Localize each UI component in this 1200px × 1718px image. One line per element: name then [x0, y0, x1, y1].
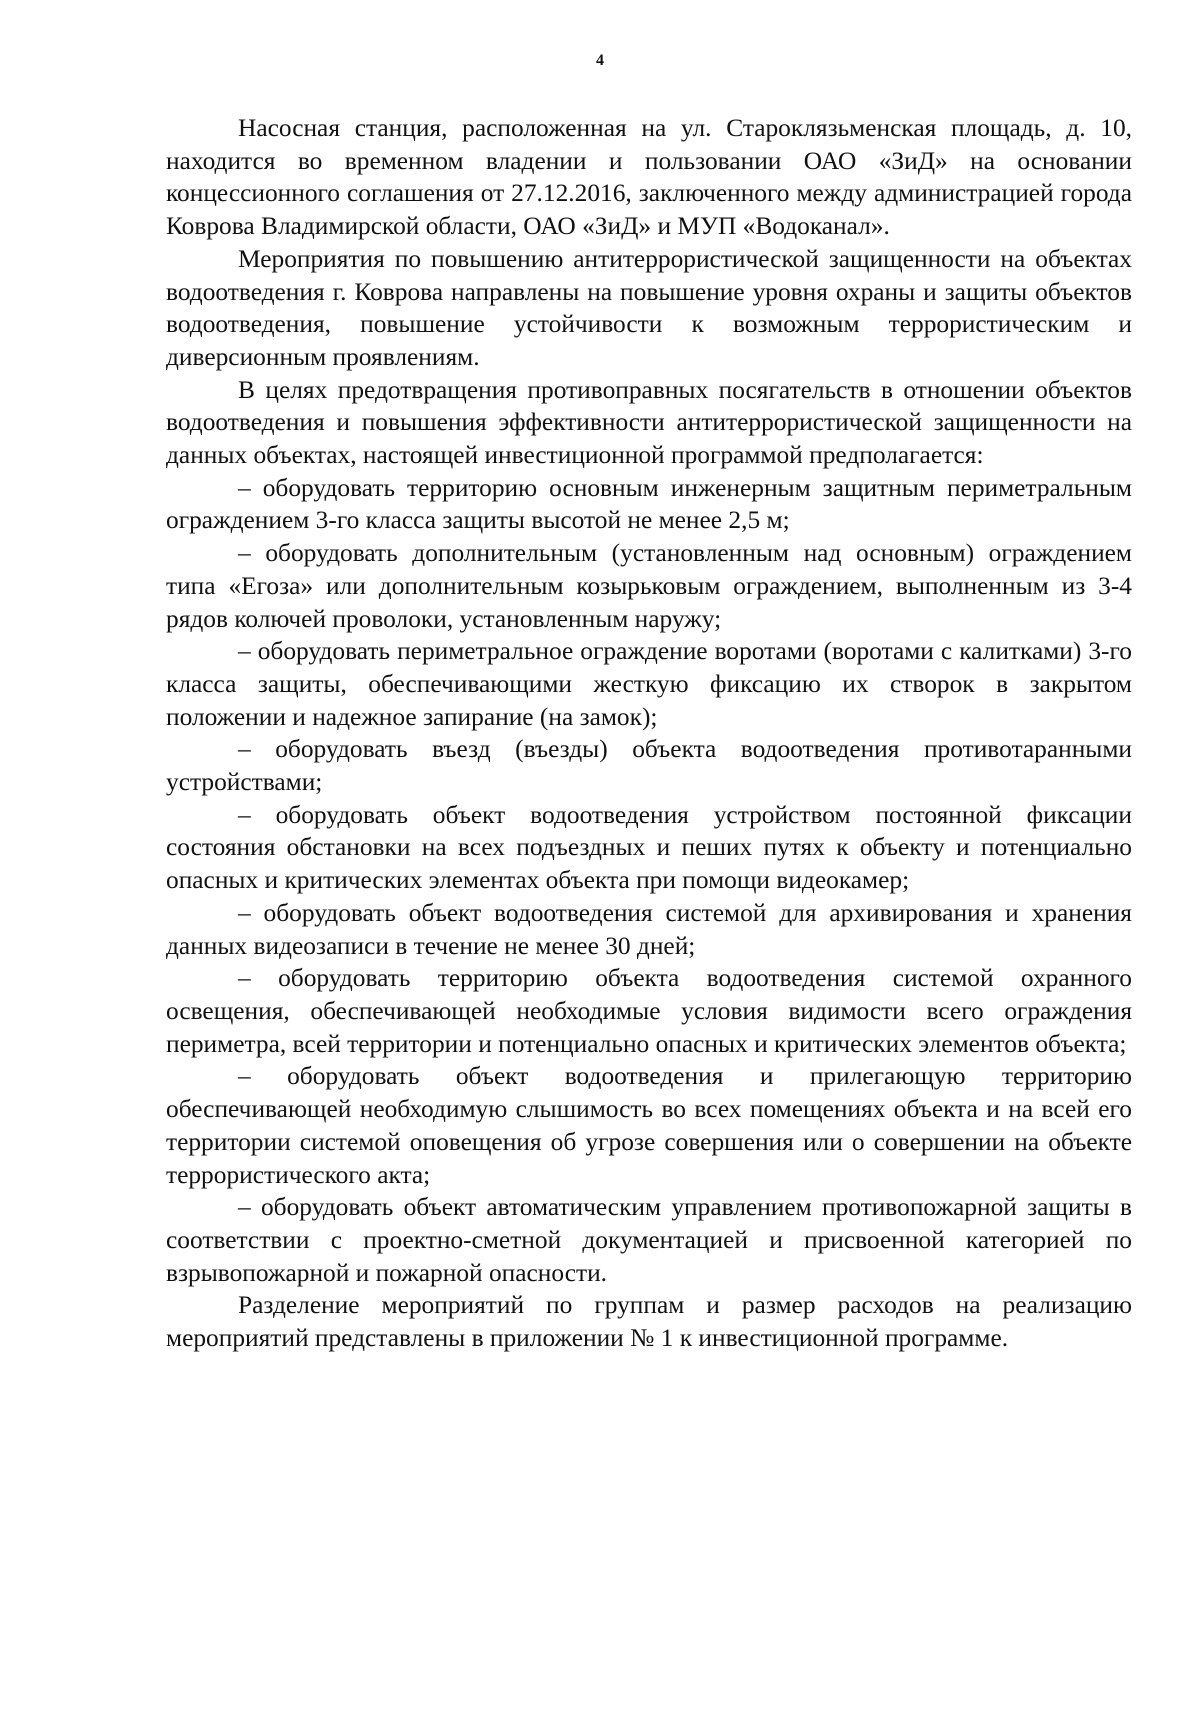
- list-item-fire-protection: – оборудовать объект автоматическим управлением противопожарной защиты в соответствии с проектно-сметной документацией и присвоенной категорией по взрывопожарной и пожарной опасности.: [166, 1193, 1132, 1287]
- list-item-fence: – оборудовать территорию основным инженерным защитным периметральным ограждением 3-го класса защиты высотой не менее 2,5 м;: [166, 473, 1132, 535]
- paragraph-pump-station: Насосная станция, расположенная на ул. Староклязьменская площадь, д. 10, находится во временном владении и пользовании ОАО «ЗиД» на основании концессионного соглашения от 27.12.2016, заключенного между администрацией города Коврова Владимирской области, ОАО «ЗиД» и МУП «Водоканал».: [166, 114, 1132, 241]
- paragraph-program-goals: В целях предотвращения противоправных посягательств в отношении объектов водоотведения и повышения эффективности антитеррористической защищенности на данных объектах, настоящей инвестиционной программой предполагается:: [166, 375, 1132, 470]
- list-item-alert-system: – оборудовать объект водоотведения и прилегающую территорию обеспечивающей необходимую слышимость во всех помещениях объекта и на всей его территории системой оповещения об угрозе совершения или о совершении на объекте террористического акта;: [166, 1062, 1132, 1189]
- list-item-gates: – оборудовать периметральное ограждение воротами (воротами с калитками) 3-го класса защиты, обеспечивающими жесткую фиксацию их створок в закрытом положении и надежное запирание (на замок);: [166, 637, 1132, 731]
- paragraph-measures-intro: Мероприятия по повышению антитеррористической защищенности на объектах водоотведения г. Коврова направлены на повышение уровня охраны и защиты объектов водоотведения, повышение устойчивости к возможным террористическим и диверсионным проявлениям.: [166, 244, 1132, 371]
- list-item-anti-ram: – оборудовать въезд (въезды) объекта водоотведения противотаранными устройствами;: [166, 735, 1132, 797]
- page-number: 4: [596, 52, 604, 69]
- list-item-additional-fence: – оборудовать дополнительным (установленным над основным) ограждением типа «Егоза» или дополнительным козырьковым ограждением, выполненным из 3-4 рядов колючей проволоки, установленным наружу;: [166, 539, 1132, 633]
- list-item-video-cameras: – оборудовать объект водоотведения устройством постоянной фиксации состояния обстановки на всех подъездных и пеших путях к объекту и потенциально опасных и критических элементах объекта при помощи видеокамер;: [166, 800, 1132, 895]
- list-item-video-archive: – оборудовать объект водоотведения системой для архивирования и хранения данных видеозаписи в течение не менее 30 дней;: [166, 898, 1132, 960]
- paragraph-appendix-reference: Разделение мероприятий по группам и размер расходов на реализацию мероприятий представлены в приложении № 1 к инвестиционной программе.: [166, 1291, 1132, 1353]
- list-item-security-lighting: – оборудовать территорию объекта водоотведения системой охранного освещения, обеспечивающей необходимые условия видимости всего ограждения периметра, всей территории и потенциально опасных и критических элементов объекта;: [166, 964, 1132, 1058]
- document-body: [166, 112, 1132, 1355]
